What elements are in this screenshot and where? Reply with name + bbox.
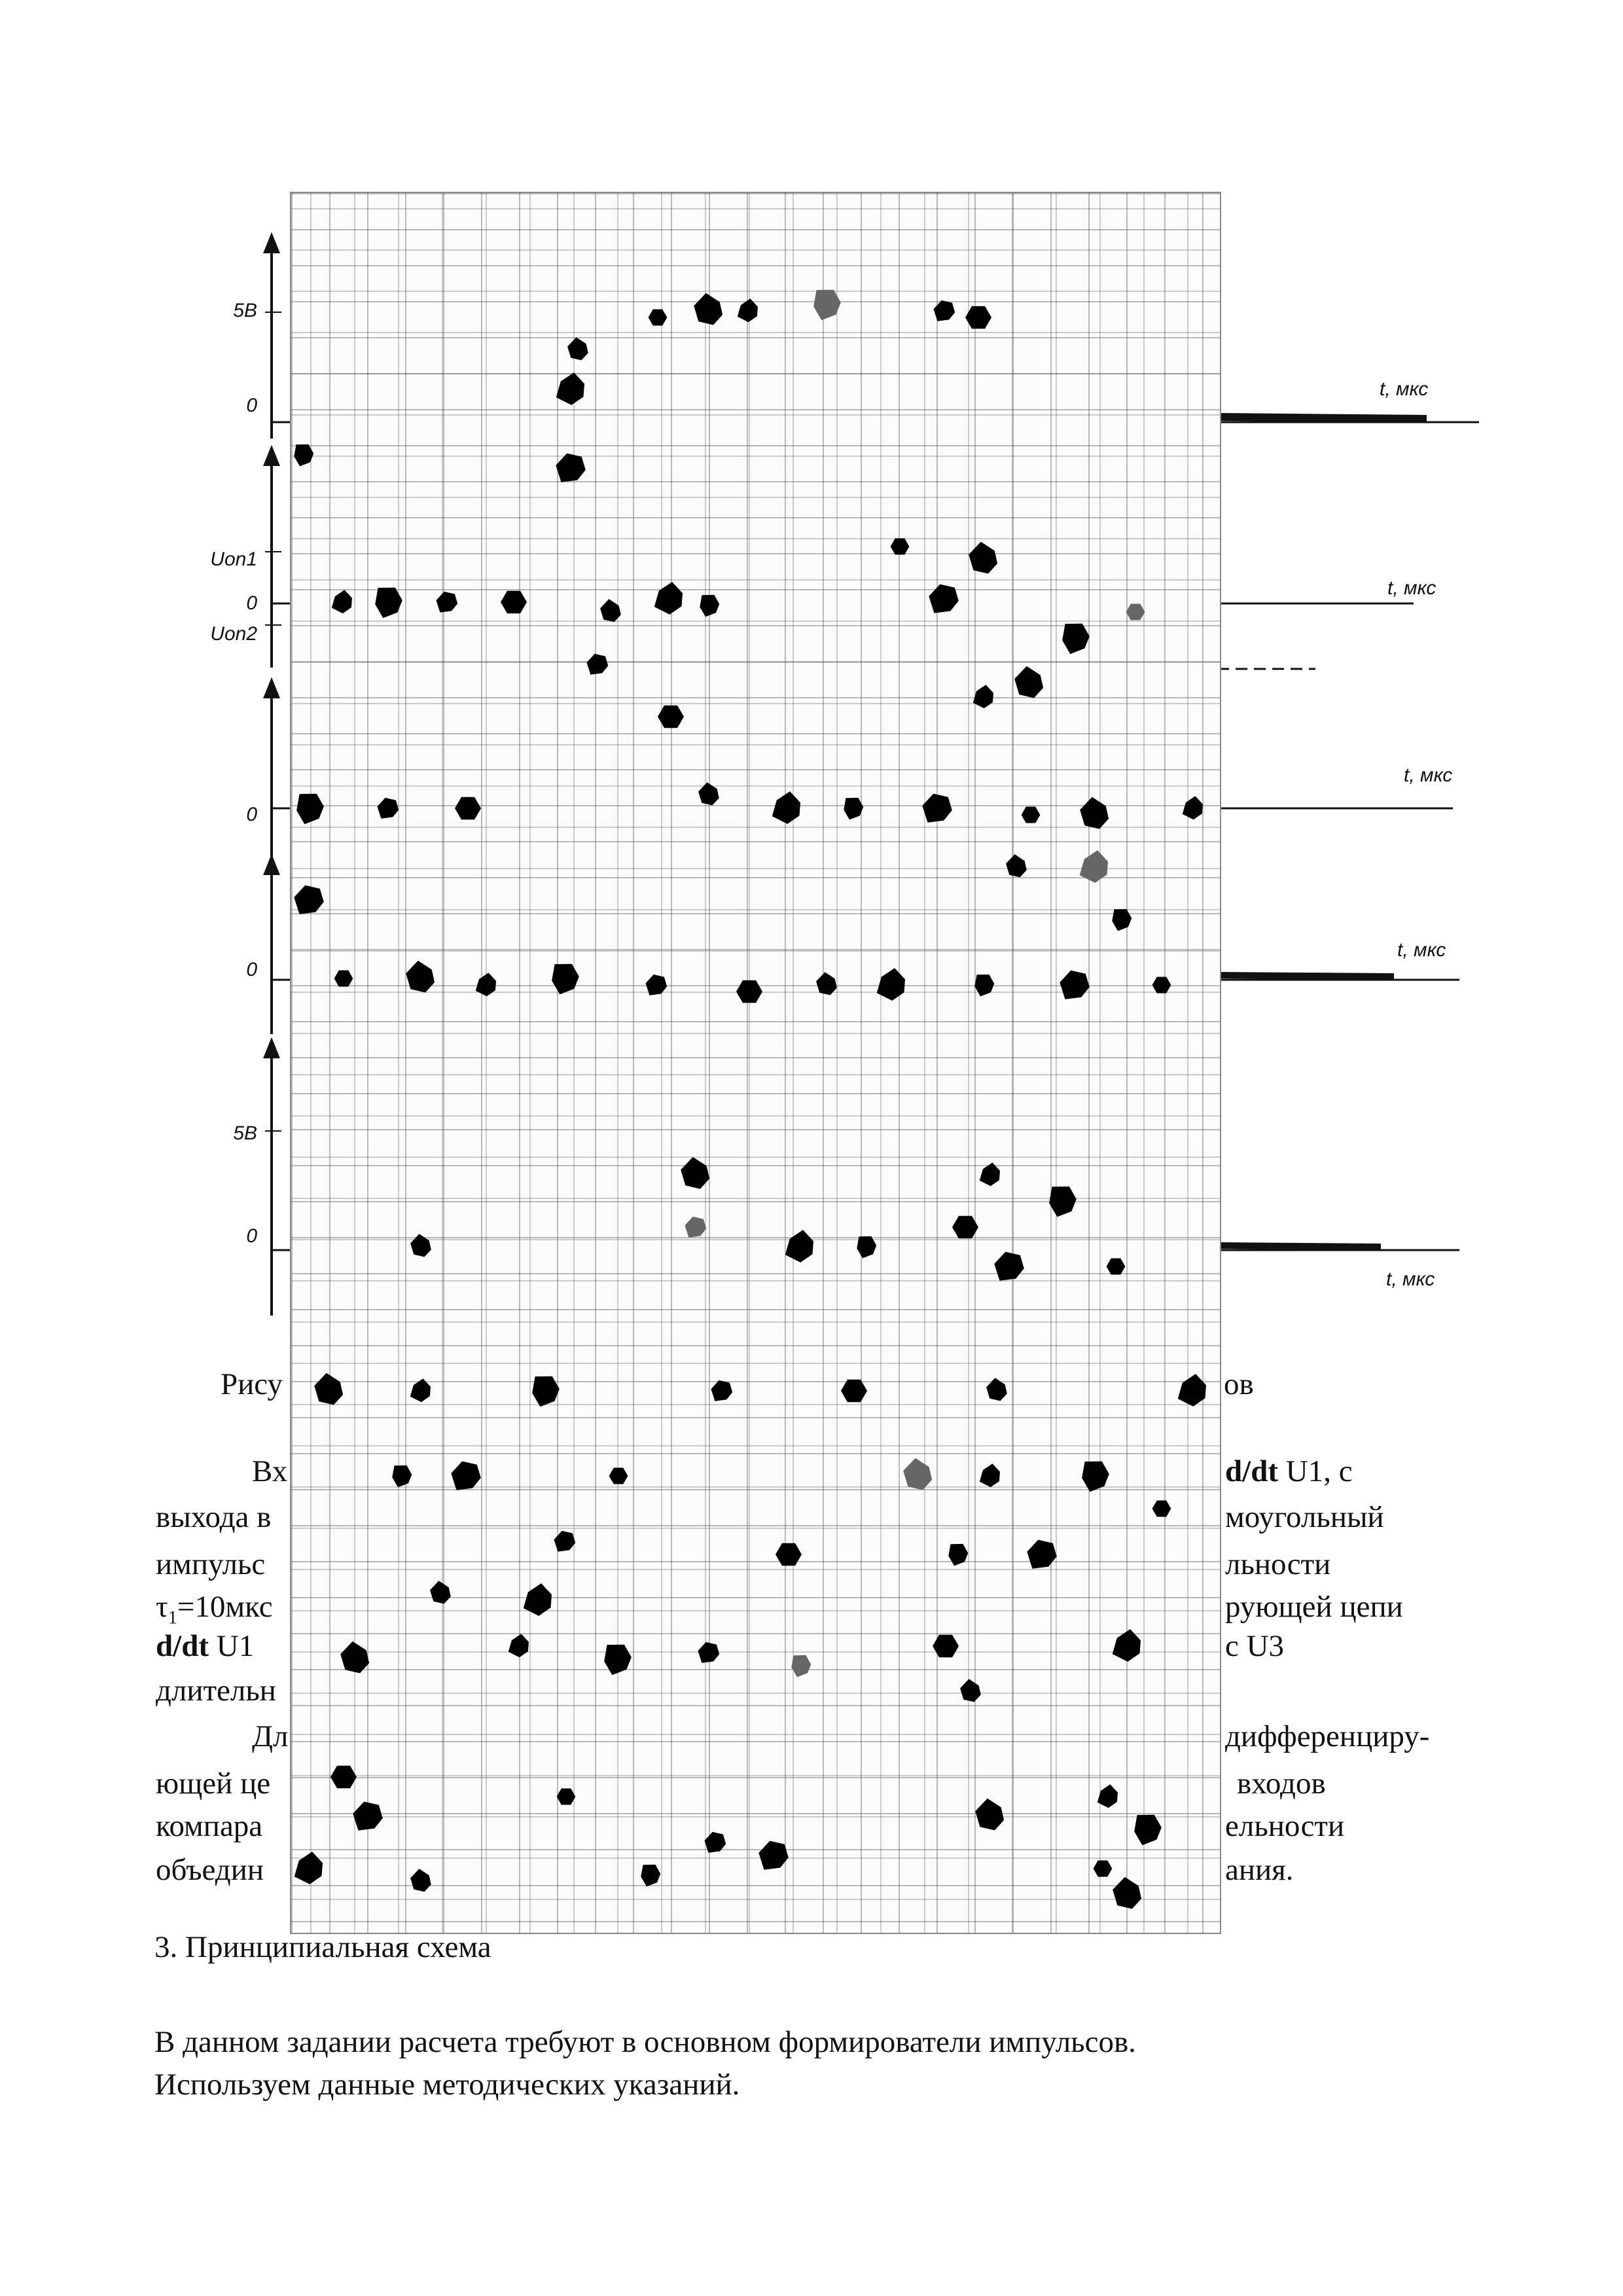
mosaic-blot xyxy=(969,542,997,574)
mosaic-blot xyxy=(1049,1187,1077,1217)
mosaic-blot xyxy=(903,1458,932,1490)
para5-right: с U3 xyxy=(1225,1629,1285,1663)
mosaic-blot xyxy=(556,372,584,405)
mosaic-blot xyxy=(430,1581,451,1604)
p5-label-5v: 5В xyxy=(233,1122,257,1144)
para2-left: выхода в xyxy=(156,1500,272,1534)
mosaic-blot xyxy=(406,961,435,993)
p1-label-0: 0 xyxy=(246,395,257,416)
mosaic-blot xyxy=(340,1641,369,1674)
mosaic-blot xyxy=(1178,1374,1206,1407)
para1-end xyxy=(1225,1448,1353,1494)
mosaic-blot xyxy=(294,1852,323,1884)
mosaic-blot xyxy=(694,293,722,325)
para3-right: льности xyxy=(1225,1547,1331,1581)
mosaic-blot xyxy=(857,1236,876,1259)
mosaic-blot xyxy=(1027,1540,1057,1569)
mosaic-blot xyxy=(922,794,952,823)
mosaic-blot xyxy=(736,980,762,1003)
mosaic-blot xyxy=(844,798,863,820)
mosaic-blot xyxy=(975,1799,1004,1831)
mosaic-blot xyxy=(1113,1629,1141,1662)
para8-left: ющей це xyxy=(156,1767,271,1801)
mosaic-blot xyxy=(1006,854,1027,877)
mosaic-blot xyxy=(314,1373,343,1405)
mosaic-blot xyxy=(1080,850,1108,883)
mosaic-blot xyxy=(332,590,352,613)
caption-right: ов xyxy=(1224,1367,1254,1401)
para5-u1: U1 xyxy=(209,1629,255,1663)
mosaic-blot xyxy=(776,1543,802,1566)
section-heading: 3. Принципиальная схема xyxy=(154,1930,491,1964)
mosaic-blot xyxy=(994,1252,1024,1281)
mosaic-blot xyxy=(609,1468,628,1484)
mosaic-blot xyxy=(294,444,313,467)
mosaic-blot xyxy=(646,975,668,996)
p2-t-label: t, мкс xyxy=(1387,577,1436,599)
para2-right: моугольный xyxy=(1225,1500,1384,1534)
mosaic-blot xyxy=(685,1217,707,1238)
mosaic-blot xyxy=(410,1869,431,1892)
caption-left: Рису xyxy=(221,1367,283,1401)
mosaic-blot xyxy=(711,1380,733,1401)
mosaic-blot xyxy=(891,539,910,555)
mosaic-blot xyxy=(501,591,527,614)
para9-left: компара xyxy=(156,1809,263,1843)
p4-baseline-heavy xyxy=(1217,975,1394,977)
mosaic-blot xyxy=(986,1378,1007,1401)
mosaic-blot xyxy=(604,1645,632,1676)
mosaic-blot xyxy=(296,794,324,825)
mosaic-blot xyxy=(980,1463,1000,1487)
tau-symbol: τ xyxy=(156,1590,168,1624)
mosaic-blot xyxy=(698,782,719,805)
mosaic-blot xyxy=(1183,796,1203,819)
mosaic-blot xyxy=(378,798,399,819)
p5-t-label: t, мкс xyxy=(1386,1268,1435,1290)
para4-right: рующей цепи xyxy=(1225,1590,1403,1624)
mosaic-blot xyxy=(353,1802,383,1831)
p3-t-label: t, мкс xyxy=(1404,764,1453,786)
para5-left xyxy=(156,1623,254,1669)
p2-label-uon2: Uon2 xyxy=(210,623,257,645)
mosaic-blot xyxy=(392,1465,412,1488)
p5-y-arrow xyxy=(265,1041,278,1057)
para9-right: ельности xyxy=(1225,1809,1345,1843)
p1-t-label: t, мкс xyxy=(1380,378,1429,400)
mosaic-blot xyxy=(455,797,481,820)
p5-label-0: 0 xyxy=(246,1225,257,1247)
mosaic-blots xyxy=(291,193,1222,1935)
para3-left: импульс xyxy=(156,1547,266,1581)
para8-right: входов xyxy=(1237,1767,1326,1801)
body-line-1: В данном задании расчета требуют в основном формирователи импульсов. xyxy=(154,2025,1136,2059)
mosaic-blot xyxy=(758,1841,789,1870)
mosaic-blot xyxy=(816,972,837,995)
mosaic-blot xyxy=(974,975,994,997)
mosaic-blot xyxy=(556,454,586,482)
para5-bold: d/dt xyxy=(156,1629,209,1663)
mosaic-blot xyxy=(552,964,579,995)
mosaic-blot xyxy=(600,599,621,622)
mosaic-blot xyxy=(1134,1815,1162,1846)
mosaic-blot xyxy=(973,685,993,708)
mosaic-blot xyxy=(508,1634,529,1657)
mosaic-blot xyxy=(476,973,496,996)
mosaic-blot xyxy=(813,290,841,321)
mosaic-blot xyxy=(437,592,458,613)
mosaic-blot xyxy=(772,791,800,824)
mosaic-blot xyxy=(410,1234,431,1257)
p5-baseline-heavy xyxy=(1217,1246,1381,1247)
mosaic-blot xyxy=(952,1216,978,1239)
mosaic-blot xyxy=(698,1642,720,1663)
obscuring-mosaic-overlay xyxy=(290,192,1221,1934)
mosaic-blot xyxy=(658,706,684,728)
mosaic-blot xyxy=(587,654,609,675)
p3-label-0: 0 xyxy=(246,804,257,825)
mosaic-blot xyxy=(554,1531,576,1552)
mosaic-blot xyxy=(785,1230,813,1263)
mosaic-blot xyxy=(654,582,683,615)
para1-tail: U1, с xyxy=(1278,1454,1353,1488)
mosaic-blot xyxy=(1094,1861,1113,1877)
mosaic-blot xyxy=(791,1655,811,1677)
mosaic-blot xyxy=(1112,909,1132,931)
para6-left: длительн xyxy=(156,1674,276,1708)
mosaic-blot xyxy=(960,1679,981,1702)
mosaic-blot xyxy=(877,968,905,1001)
mosaic-blot xyxy=(524,1583,552,1616)
mosaic-blot xyxy=(681,1157,709,1189)
para7-right: дифференциру- xyxy=(1225,1719,1430,1753)
mosaic-blot xyxy=(641,1865,660,1887)
mosaic-blot xyxy=(1060,971,1090,999)
mosaic-blot xyxy=(1097,1784,1118,1808)
mosaic-blot xyxy=(1113,1877,1141,1909)
mosaic-blot xyxy=(933,1635,959,1658)
mosaic-blot xyxy=(1107,1259,1126,1275)
mosaic-blot xyxy=(451,1462,481,1490)
p1-baseline-heavy xyxy=(1217,417,1427,419)
mosaic-blot xyxy=(841,1380,867,1403)
mosaic-blot xyxy=(700,595,719,617)
mosaic-blot xyxy=(980,1162,1000,1186)
p2-label-0: 0 xyxy=(246,592,257,614)
para7-left: Дл xyxy=(252,1719,289,1753)
p1-y-arrow xyxy=(265,236,278,252)
body-line-2: Используем данные методических указаний. xyxy=(154,2068,740,2102)
mosaic-blot xyxy=(934,300,955,321)
mosaic-blot xyxy=(334,971,353,987)
mosaic-blot xyxy=(705,1832,726,1853)
p4-t-label: t, мкс xyxy=(1397,939,1446,961)
tau-subscript: 1 xyxy=(168,1607,177,1628)
mosaic-blot xyxy=(1062,624,1090,655)
mosaic-blot xyxy=(738,298,758,322)
mosaic-blot xyxy=(1080,797,1109,829)
mosaic-blot xyxy=(557,1789,576,1805)
para10-right: ания. xyxy=(1225,1853,1294,1887)
mosaic-blot xyxy=(1014,666,1043,698)
mosaic-blot xyxy=(1082,1462,1109,1492)
para1-start: Вх xyxy=(252,1454,288,1488)
mosaic-blot xyxy=(1152,977,1171,994)
mosaic-blot xyxy=(1126,604,1145,620)
p4-y-arrow xyxy=(265,857,278,874)
para1-bold: d/dt xyxy=(1225,1454,1278,1488)
mosaic-blot xyxy=(532,1376,560,1407)
p3-y-arrow xyxy=(265,681,278,697)
mosaic-blot xyxy=(375,588,402,619)
tau-value: =10мкс xyxy=(177,1590,273,1624)
mosaic-blot xyxy=(649,310,668,326)
mosaic-blot xyxy=(410,1378,431,1402)
mosaic-blot xyxy=(1152,1501,1171,1517)
mosaic-blot xyxy=(965,306,991,329)
p4-label-0: 0 xyxy=(246,959,257,980)
p2-label-uon1: Uon1 xyxy=(210,548,257,570)
p2-y-arrow xyxy=(265,448,278,465)
para10-left: объедин xyxy=(156,1853,264,1887)
mosaic-blot xyxy=(567,337,588,360)
mosaic-blot xyxy=(929,584,959,613)
mosaic-blot xyxy=(330,1766,357,1789)
mosaic-blot xyxy=(1022,807,1041,823)
mosaic-blot xyxy=(294,886,324,914)
p1-label-5v: 5В xyxy=(233,300,257,321)
mosaic-blot xyxy=(948,1544,968,1566)
